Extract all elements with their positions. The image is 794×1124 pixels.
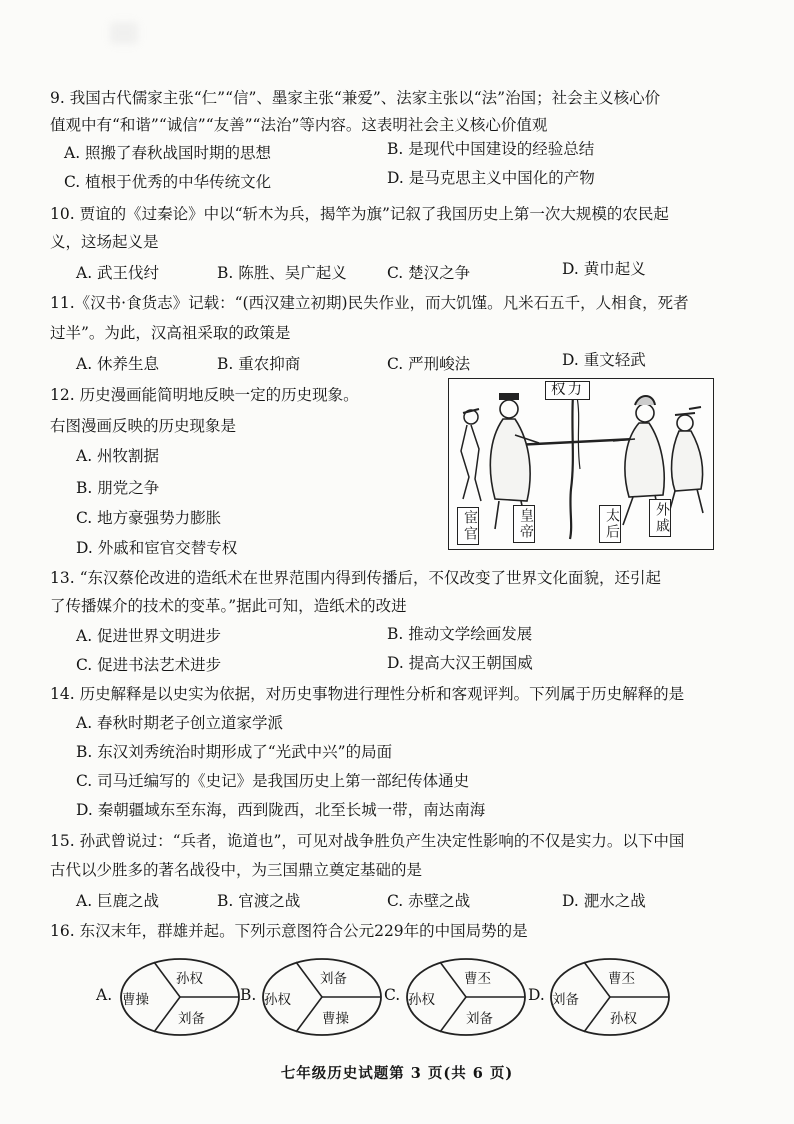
q16-option-a-letter: A.: [96, 986, 113, 1004]
q16-pie-c-bottom: 刘备: [466, 1011, 493, 1027]
q16-pie-d-bottom: 孙权: [610, 1011, 637, 1027]
q9-option-a: A. 照搬了春秋战国时期的思想: [64, 144, 272, 162]
q16-pie-b-bottom: 曹操: [322, 1011, 349, 1027]
q13-option-a: A. 促进世界文明进步: [76, 627, 222, 645]
power-struggle-cartoon: [448, 378, 714, 550]
q11-option-a: A. 休养生息: [76, 355, 160, 373]
q16-option-b-letter: B.: [240, 986, 257, 1004]
q10-stem-line-2: 义，这场起义是: [50, 233, 159, 251]
q16-option-d-letter: D.: [528, 986, 545, 1004]
q15-option-b: B. 官渡之战: [217, 892, 301, 910]
q15-option-d: D. 淝水之战: [562, 892, 646, 910]
q16-option-c: [384, 955, 534, 1039]
q16-pie-d-left: 刘备: [552, 992, 579, 1008]
q10-option-d: D. 黄巾起义: [562, 260, 646, 278]
scan-smudge: [110, 22, 138, 44]
q11-stem-line-1: 11.《汉书·食货志》记载：“(西汉建立初期)民失作业，而大饥馑。凡米石五千，人相食，死者: [50, 294, 689, 312]
q9-option-d: D. 是马克思主义中国化的产物: [387, 169, 595, 187]
q14-option-b: B. 东汉刘秀统治时期形成了“光武中兴”的局面: [76, 743, 393, 761]
q16-pie-d-top: 曹丕: [608, 971, 635, 987]
q10-option-c: C. 楚汉之争: [387, 264, 471, 282]
q10-option-a: A. 武王伐纣: [76, 264, 160, 282]
q14-option-c: C. 司马迁编写的《史记》是我国历史上第一部纪传体通史: [76, 772, 470, 790]
q11-option-d: D. 重文轻武: [562, 351, 646, 369]
q16-stem-line-1: 16. 东汉末年，群雄并起。下列示意图符合公元229年的中国局势的是: [50, 922, 528, 940]
q15-option-a: A. 巨鹿之战: [76, 892, 160, 910]
q12-option-c: C. 地方豪强势力膨胀: [76, 509, 222, 527]
q11-stem-line-2: 过半”。为此，汉高祖采取的政策是: [50, 324, 291, 342]
q16-option-b: [240, 955, 390, 1039]
q13-stem-line-1: 13. “东汉蔡伦改进的造纸术在世界范围内得到传播后，不仅改变了世界文化面貌，还引起: [50, 569, 662, 587]
q16-pie-b-left: 孙权: [264, 992, 291, 1008]
q14-option-a: A. 春秋时期老子创立道家学派: [76, 714, 284, 732]
q14-option-d: D. 秦朝疆域东至东海，西到陇西，北至长城一带，南达南海: [76, 801, 486, 819]
q10-stem-line-1: 10. 贾谊的《过秦论》中以“斩木为兵，揭竿为旗”记叙了我国历史上第一次大规模的农民起: [50, 205, 669, 223]
q16-option-d: [528, 955, 678, 1039]
cartoon-label-inlaw: 外戚: [649, 499, 671, 537]
q9-option-c: C. 植根于优秀的中华传统文化: [64, 173, 272, 191]
q9-stem-line-1: 9. 我国古代儒家主张“仁”“信”、墨家主张“兼爱”、法家主张以“法”治国；社会主义核心价: [50, 89, 661, 107]
q9-stem-line-2: 值观中有“和谐”“诚信”“友善”“法治”等内容。这表明社会主义核心价值观: [50, 116, 548, 134]
q12-option-b: B. 朋党之争: [76, 479, 160, 497]
q14-stem-line-1: 14. 历史解释是以史实为依据，对历史事物进行理性分析和客观评判。下列属于历史解释的是: [50, 685, 685, 703]
cartoon-label-power: 权力: [545, 381, 590, 400]
q13-stem-line-2: 了传播媒介的技术的变革。”据此可知，造纸术的改进: [50, 597, 407, 615]
q16-option-a: [96, 955, 246, 1039]
q16-option-c-letter: C.: [384, 986, 401, 1004]
q13-option-d: D. 提高大汉王朝国威: [387, 654, 533, 672]
q15-stem-line-2: 古代以少胜多的著名战役中，为三国鼎立奠定基础的是: [50, 861, 423, 879]
cartoon-label-empress: 太后: [599, 505, 621, 543]
q12-option-a: A. 州牧割据: [76, 447, 160, 465]
page-footer: 七年级历史试题第 3 页(共 6 页): [280, 1065, 514, 1082]
cartoon-drawing: [449, 379, 713, 549]
q12-stem-line-2: 右图漫画反映的历史现象是: [50, 417, 237, 435]
q11-option-b: B. 重农抑商: [217, 355, 301, 373]
q16-pie-a-left: 曹操: [122, 992, 149, 1008]
q16-pie-c-left: 孙权: [408, 992, 435, 1008]
q11-option-c: C. 严刑峻法: [387, 355, 471, 373]
q16-pie-a-top: 孙权: [176, 971, 203, 987]
q13-option-b: B. 推动文学绘画发展: [387, 625, 533, 643]
q16-pie-c-top: 曹丕: [464, 971, 491, 987]
cartoon-label-emperor: 皇帝: [513, 505, 535, 543]
q16-pie-b-top: 刘备: [320, 971, 347, 987]
q12-option-d: D. 外戚和宦官交替专权: [76, 539, 238, 557]
q16-pie-a-bottom: 刘备: [178, 1011, 205, 1027]
q12-stem-line-1: 12. 历史漫画能简明地反映一定的历史现象。: [50, 386, 359, 404]
q13-option-c: C. 促进书法艺术进步: [76, 656, 222, 674]
q10-option-b: B. 陈胜、吴广起义: [217, 264, 347, 282]
q9-option-b: B. 是现代中国建设的经验总结: [387, 140, 595, 158]
q15-option-c: C. 赤壁之战: [387, 892, 471, 910]
q15-stem-line-1: 15. 孙武曾说过：“兵者，诡道也”，可见对战争胜负产生决定性影响的不仅是实力。以下中国: [50, 832, 685, 850]
cartoon-label-eunuch: 宦官: [457, 507, 479, 545]
